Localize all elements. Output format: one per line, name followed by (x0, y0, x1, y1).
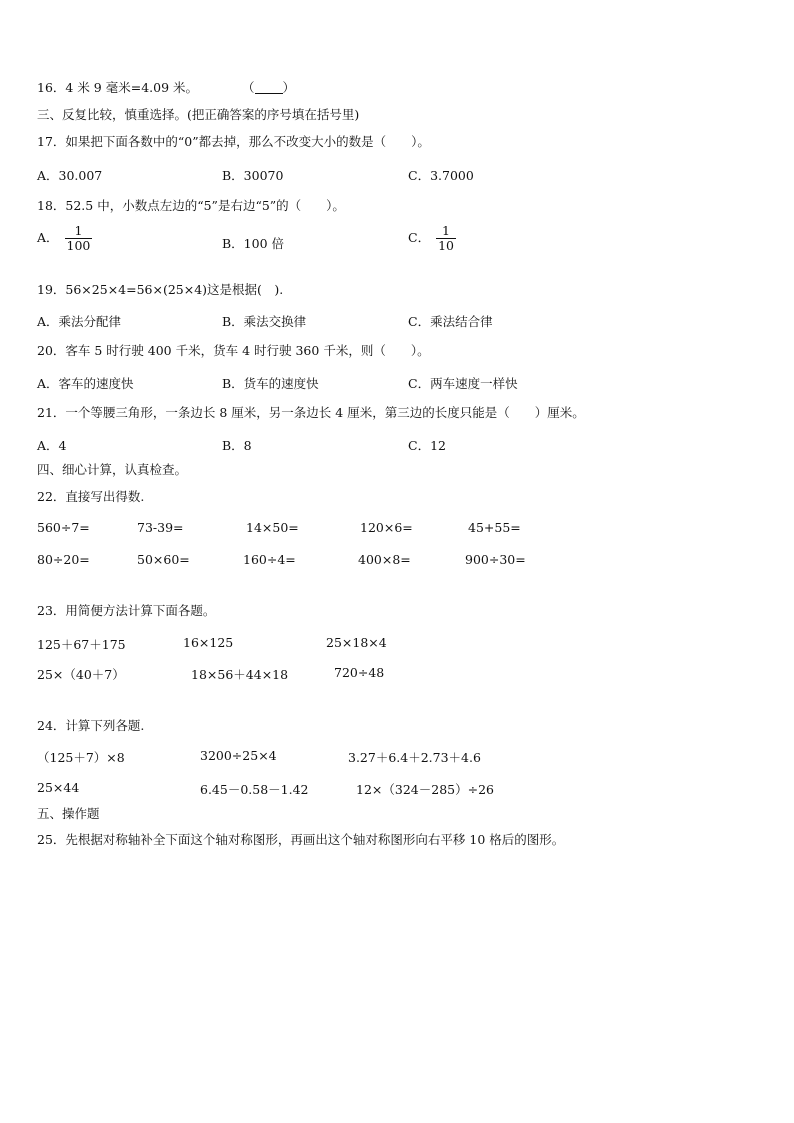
option-c-label: C． (408, 230, 431, 245)
q22-item: 50×60= (137, 552, 190, 567)
fraction-numerator: 1 (442, 223, 450, 238)
question-17-stem: 17．如果把下面各数中的“0”都去掉，那么不改变大小的数是（ ）。 (37, 134, 430, 149)
q23-item: 18×56＋44×18 (191, 667, 289, 682)
question-17-option-b: B．30070 (222, 168, 284, 183)
question-19-option-a: A．乘法分配律 (37, 314, 122, 329)
q22-item: 14×50= (246, 520, 299, 535)
q23-item: 16×125 (183, 635, 234, 650)
q22-item: 160÷4= (243, 552, 296, 567)
q23-item: 125＋67＋175 (37, 637, 126, 652)
q22-item: 73-39= (137, 520, 184, 535)
question-21-option-b: B．8 (222, 438, 252, 453)
q22-item: 80÷20= (37, 552, 90, 567)
question-20-option-c: C．两车速度一样快 (408, 376, 518, 391)
question-19-stem: 19．56×25×4=56×(25×4)这是根据( ). (37, 282, 284, 297)
question-25-stem: 25．先根据对称轴补全下面这个轴对称图形，再画出这个轴对称图形向右平移 10 格后的图形。 (37, 832, 565, 847)
q23-item: 720÷48 (334, 665, 385, 680)
question-21-option-a: A．4 (37, 438, 67, 453)
question-17-option-a: A．30.007 (37, 168, 103, 183)
bracket-open: （ (242, 80, 255, 95)
question-16 (37, 80, 295, 96)
question-21-stem: 21．一个等腰三角形，一条边长 8 厘米，另一条边长 4 厘米，第三边的长度只能是（ ）厘米。 (37, 405, 585, 420)
option-a-label: A． (37, 230, 59, 245)
q24-item: 3.27＋6.4＋2.73＋4.6 (348, 750, 481, 765)
question-20-stem: 20．客车 5 时行驶 400 千米，货车 4 时行驶 360 千米，则（ ）。 (37, 343, 430, 358)
question-18-option-b: B．100 倍 (222, 236, 285, 251)
question-21-option-c: C．12 (408, 438, 446, 453)
fraction-denominator: 10 (438, 238, 454, 253)
question-22-stem: 22．直接写出得数. (37, 489, 145, 504)
section-5-heading: 五、操作题 (37, 806, 100, 821)
q24-item: 3200÷25×4 (200, 748, 277, 763)
answer-blank (255, 81, 283, 94)
fraction-numerator: 1 (74, 223, 83, 238)
question-20-option-b: B．货车的速度快 (222, 376, 319, 391)
q22-item: 900÷30= (465, 552, 526, 567)
question-18-stem: 18．52.5 中，小数点左边的“5”是右边“5”的（ ）。 (37, 198, 345, 213)
question-18-option-c (408, 224, 456, 253)
q24-item: 6.45－0.58－1.42 (200, 782, 309, 797)
question-18-option-a (37, 224, 92, 253)
question-16-text: 16．4 米 9 毫米=4.09 米。 (37, 80, 199, 95)
section-4-heading: 四、细心计算，认真检查。 (37, 462, 188, 477)
q23-item: 25×（40＋7） (37, 667, 125, 682)
question-19-option-b: B．乘法交换律 (222, 314, 307, 329)
q22-item: 400×8= (358, 552, 411, 567)
q23-item: 25×18×4 (326, 635, 387, 650)
question-19-option-c: C．乘法结合律 (408, 314, 493, 329)
question-17-option-c: C．3.7000 (408, 168, 474, 183)
q22-item: 120×6= (360, 520, 413, 535)
fraction-one-tenth (436, 224, 456, 253)
section-3-heading: 三、反复比较，慎重选择。(把正确答案的序号填在括号里) (37, 107, 360, 122)
fraction-denominator: 100 (66, 238, 91, 253)
fraction-one-hundredth (65, 224, 93, 253)
answer-bracket (242, 80, 295, 95)
q24-item: （125＋7）×8 (37, 750, 125, 765)
question-24-stem: 24．计算下列各题. (37, 718, 145, 733)
bracket-close: ） (282, 80, 296, 95)
question-23-stem: 23．用简便方法计算下面各题。 (37, 603, 216, 618)
q22-item: 45+55= (468, 520, 521, 535)
q24-item: 12×（324－285）÷26 (356, 782, 494, 797)
question-20-option-a: A．客车的速度快 (37, 376, 134, 391)
q22-item: 560÷7= (37, 520, 90, 535)
q24-item: 25×44 (37, 780, 80, 795)
